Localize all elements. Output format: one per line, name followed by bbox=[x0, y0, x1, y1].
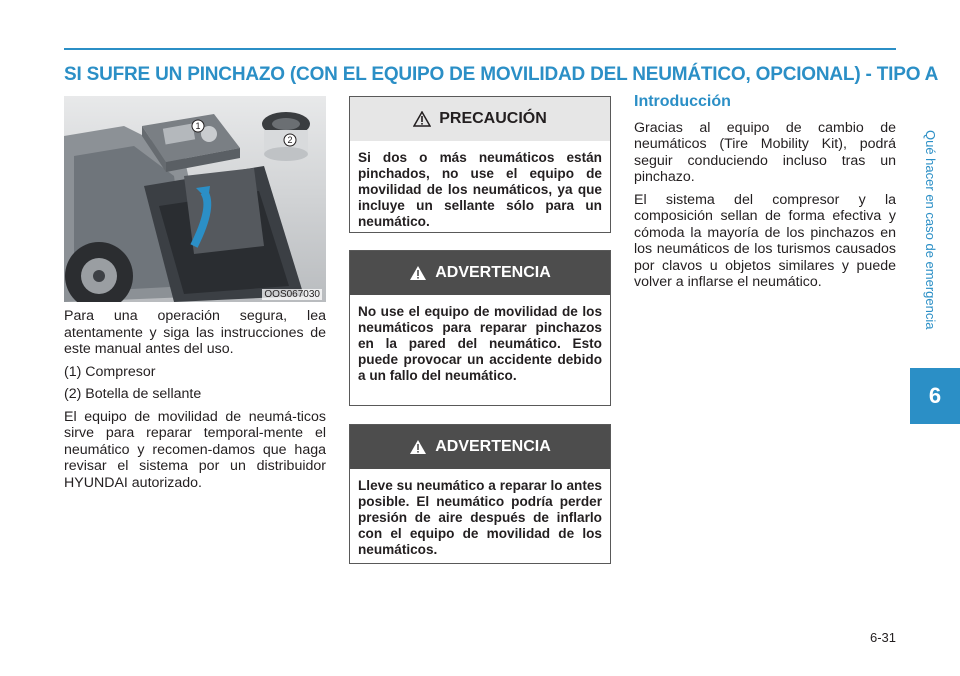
warning-title-2: ADVERTENCIA bbox=[435, 438, 551, 455]
intro-paragraph-1: Gracias al equipo de cambio de neumáticos (Tire Mobility Kit), podrá seguir conduciendo incluso tras un pinchazo. bbox=[634, 119, 896, 185]
body-paragraph: El equipo de movilidad de neumá-ticos sirve para reparar temporal-mente el neumático y recomen-damos que haga revisar el sistema por un distribuidor HYUNDAI autorizado. bbox=[64, 408, 326, 491]
callout-2: 2 bbox=[287, 135, 293, 145]
trunk-illustration bbox=[64, 96, 326, 302]
page-title: SI SUFRE UN PINCHAZO (CON EL EQUIPO DE MOVILIDAD DEL NEUMÁTICO, OPCIONAL) - TIPO A bbox=[64, 64, 939, 85]
warning-box-2 bbox=[349, 424, 611, 564]
caution-header bbox=[350, 97, 610, 141]
list-item-compressor: (1) Compresor bbox=[64, 363, 156, 380]
intro-paragraph: Para una operación segura, lea atentamente y siga las instrucciones de este manual antes del uso. bbox=[64, 308, 326, 357]
figure-code: OOS067030 bbox=[264, 289, 320, 300]
caution-box bbox=[349, 96, 611, 233]
list-item-sealant: (2) Botella de sellante bbox=[64, 386, 202, 402]
section-heading: Introducción bbox=[634, 93, 731, 110]
page-number: 6-31 bbox=[869, 630, 896, 645]
callout-1: 1 bbox=[195, 121, 201, 131]
intro-paragraph-2: El sistema del compresor y la composición sellan de forma efectiva y cómoda la mayoría de los pinchazos en los neumáticos de los turismos causados por clavos u objetos similares y puede volver a inflarse el neumático. bbox=[634, 191, 896, 290]
warning-text-2: Lleve su neumático a reparar lo antes posible. El neumático podría perder presión de aire después de inflarlo con el equipo de movilidad de los neumáticos. bbox=[358, 478, 602, 557]
chapter-tab bbox=[910, 368, 960, 424]
warning-icon bbox=[409, 439, 427, 455]
chapter-number: 6 bbox=[928, 383, 942, 408]
left-column bbox=[64, 308, 326, 497]
caution-title: PRECAUCIÓN bbox=[439, 110, 547, 127]
warning-title-1: ADVERTENCIA bbox=[435, 264, 551, 281]
warning-text-1: No use el equipo de movilidad de los neumáticos para reparar pinchazos en la pared del neumático. Esto puede provocar un accidente debido a un fallo del neumático. bbox=[358, 304, 602, 383]
warning-header-1 bbox=[350, 251, 610, 295]
header-rule bbox=[64, 48, 896, 50]
right-column bbox=[634, 94, 896, 297]
caution-text: Si dos o más neumáticos están pinchados, no use el equipo de movilidad de los neumáticos, ya que incluye un sellante sólo para un neumático. bbox=[358, 150, 602, 229]
warning-box-1 bbox=[349, 250, 611, 406]
caution-icon bbox=[413, 111, 431, 127]
tire-mobility-kit-photo bbox=[64, 96, 326, 302]
warning-icon bbox=[409, 265, 427, 281]
warning-header-2 bbox=[350, 425, 610, 469]
section-label-text: Qué hacer en caso de emergencia bbox=[923, 130, 938, 330]
section-side-label bbox=[916, 130, 948, 360]
